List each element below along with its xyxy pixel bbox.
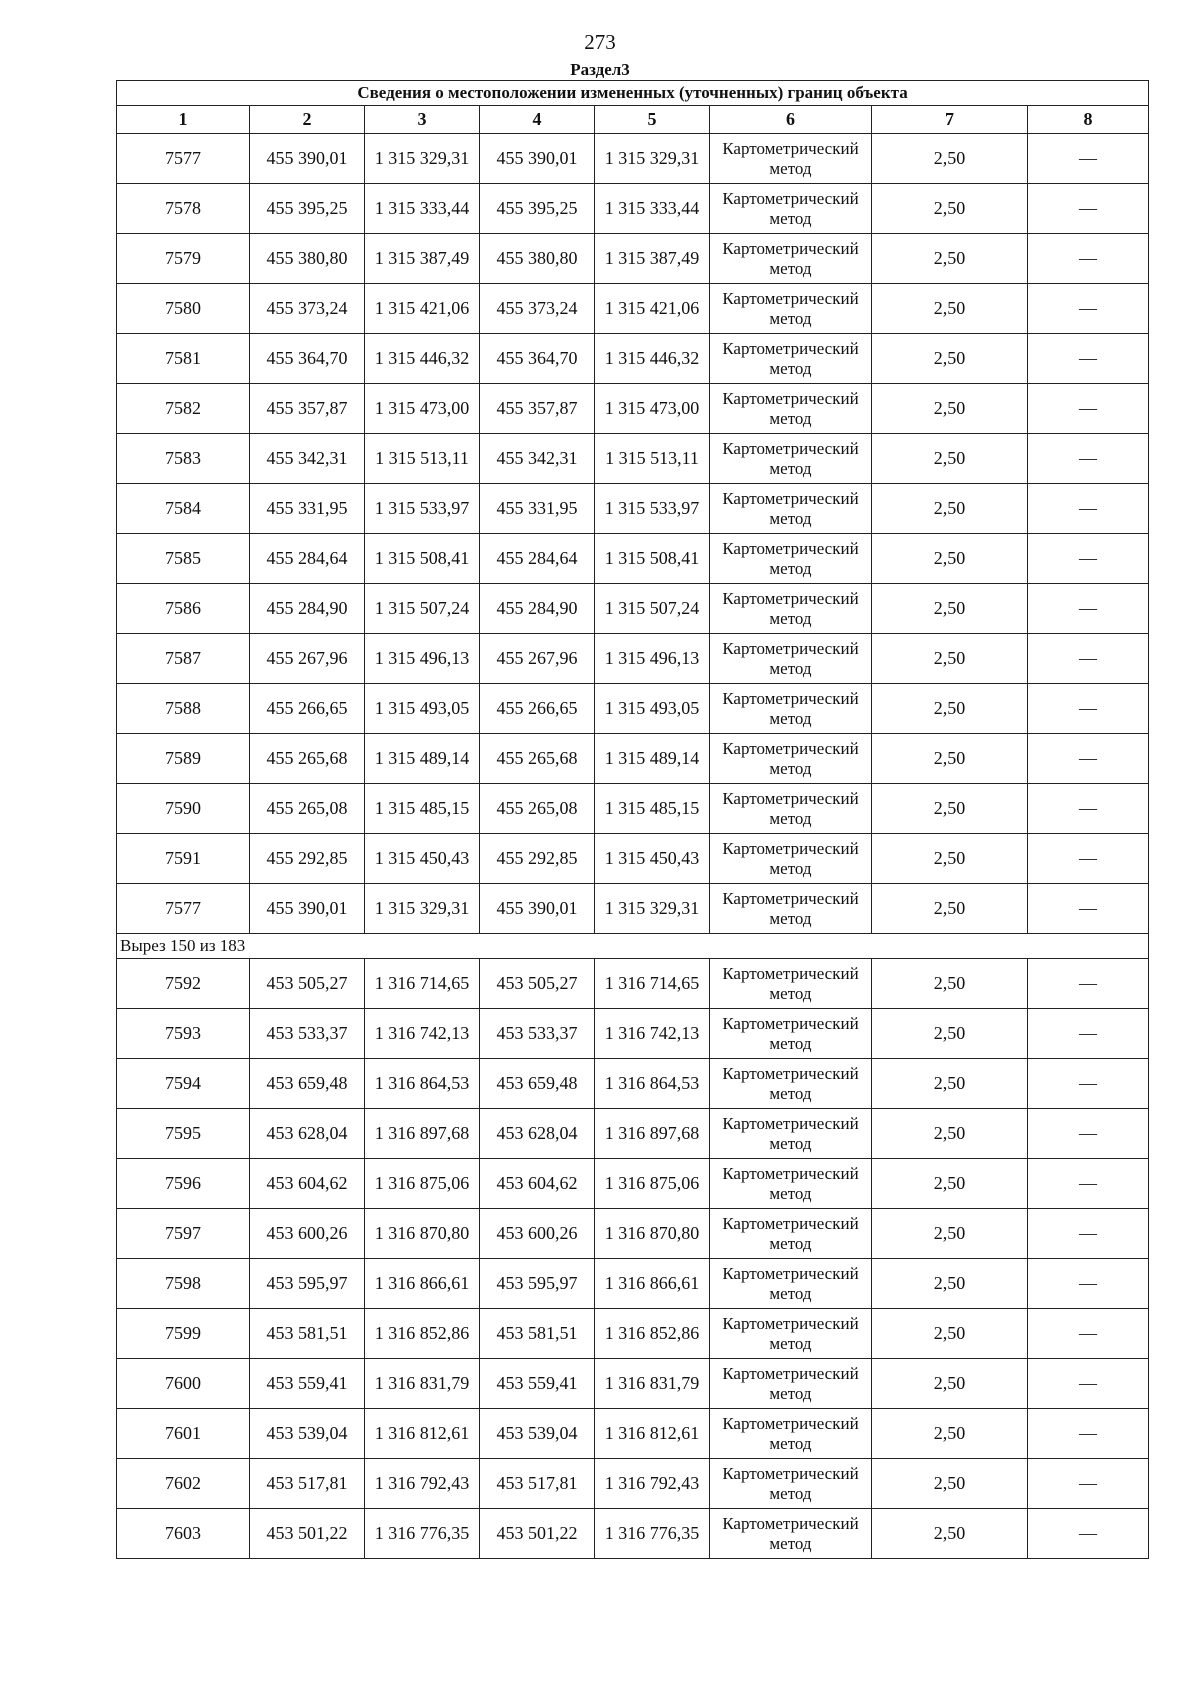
table-cell: 1 315 473,00 (595, 384, 710, 434)
table-cell: 2,50 (872, 734, 1028, 784)
table-row (117, 334, 1149, 384)
table-cell: 7598 (117, 1259, 250, 1309)
table-cell: 7577 (117, 884, 250, 934)
table-cell: Картометрический метод (710, 384, 872, 434)
table-cell: 1 315 533,97 (365, 484, 480, 534)
table-cell: 7594 (117, 1059, 250, 1109)
table-cell: 455 373,24 (250, 284, 365, 334)
table-cell: 2,50 (872, 1259, 1028, 1309)
table-cell: 455 357,87 (480, 384, 595, 434)
table-cell: 1 315 387,49 (365, 234, 480, 284)
table-cell: 453 501,22 (250, 1509, 365, 1559)
table-row (117, 384, 1149, 434)
table-row (117, 784, 1149, 834)
table-row (117, 1509, 1149, 1559)
table-cell: Картометрический метод (710, 684, 872, 734)
table-cell: 1 316 897,68 (365, 1109, 480, 1159)
table-cell: Картометрический метод (710, 584, 872, 634)
table-cell: 453 559,41 (250, 1359, 365, 1409)
table-cell: Картометрический метод (710, 1409, 872, 1459)
table-cell: 1 315 450,43 (365, 834, 480, 884)
table-cell: — (1028, 484, 1149, 534)
table-cell: 453 533,37 (480, 1009, 595, 1059)
table-cell: 2,50 (872, 334, 1028, 384)
table-cell: 1 316 875,06 (365, 1159, 480, 1209)
table-cell: 1 315 387,49 (595, 234, 710, 284)
table-cell: 1 316 870,80 (595, 1209, 710, 1259)
table-cell: Картометрический метод (710, 1159, 872, 1209)
table-cell: 2,50 (872, 134, 1028, 184)
table-cell: 2,50 (872, 959, 1028, 1009)
table-cell: 1 315 496,13 (595, 634, 710, 684)
table-cell: 2,50 (872, 784, 1028, 834)
table-cell: 7582 (117, 384, 250, 434)
table-row (117, 1309, 1149, 1359)
table-cell: 1 315 508,41 (595, 534, 710, 584)
table-cell: — (1028, 1209, 1149, 1259)
table-cell: 455 380,80 (480, 234, 595, 284)
section-title: Раздел3 (570, 60, 630, 79)
table-cell: 7588 (117, 684, 250, 734)
table-cell: — (1028, 1309, 1149, 1359)
table-row (117, 1409, 1149, 1459)
table-row (117, 1009, 1149, 1059)
table-cell: 2,50 (872, 634, 1028, 684)
table-row (117, 834, 1149, 884)
table-cell: 1 316 812,61 (595, 1409, 710, 1459)
table-cell: Картометрический метод (710, 184, 872, 234)
table-cell: 455 390,01 (480, 884, 595, 934)
table-cell: 455 265,68 (250, 734, 365, 784)
table-cell: 7587 (117, 634, 250, 684)
table-row (117, 1059, 1149, 1109)
table-cell: 1 315 329,31 (365, 884, 480, 934)
table-cell: 7577 (117, 134, 250, 184)
table-cell: 1 316 866,61 (595, 1259, 710, 1309)
table-cell: 1 316 831,79 (595, 1359, 710, 1409)
table-caption: Сведения о местоположении измененных (уточненных) границ объекта (117, 81, 1149, 106)
table-cell: 453 581,51 (250, 1309, 365, 1359)
table-cell: 2,50 (872, 1359, 1028, 1409)
table-cell: 1 315 333,44 (595, 184, 710, 234)
table-cell: 1 316 852,86 (365, 1309, 480, 1359)
table-cell: 453 533,37 (250, 1009, 365, 1059)
table-cell: 7586 (117, 584, 250, 634)
table-cell: 453 659,48 (480, 1059, 595, 1109)
column-header: 3 (365, 106, 480, 134)
table-cell: 1 315 421,06 (595, 284, 710, 334)
table-cell: 2,50 (872, 1159, 1028, 1209)
table-row (117, 1209, 1149, 1259)
table-cell: 7584 (117, 484, 250, 534)
table-cell: Картометрический метод (710, 634, 872, 684)
column-header: 1 (117, 106, 250, 134)
table-cell: 453 604,62 (250, 1159, 365, 1209)
table-row (117, 1259, 1149, 1309)
table-cell: — (1028, 1109, 1149, 1159)
table-cell: 1 316 812,61 (365, 1409, 480, 1459)
table-cell: 455 342,31 (480, 434, 595, 484)
table-cell: 453 517,81 (250, 1459, 365, 1509)
column-header: 5 (595, 106, 710, 134)
table-cell: — (1028, 1409, 1149, 1459)
table-cell: 453 517,81 (480, 1459, 595, 1509)
table-cell: — (1028, 1159, 1149, 1209)
table-cell: Картометрический метод (710, 884, 872, 934)
table-cell: 7595 (117, 1109, 250, 1159)
table-cell: 455 342,31 (250, 434, 365, 484)
table-cell: 7602 (117, 1459, 250, 1509)
table-cell: — (1028, 834, 1149, 884)
table-cell: — (1028, 334, 1149, 384)
table-cell: 455 267,96 (480, 634, 595, 684)
table-cell: 1 315 513,11 (365, 434, 480, 484)
table-cell: 1 315 333,44 (365, 184, 480, 234)
table-cell: 1 316 714,65 (595, 959, 710, 1009)
table-cell: 7593 (117, 1009, 250, 1059)
table-cell: 2,50 (872, 1409, 1028, 1459)
table-cell: Картометрический метод (710, 1459, 872, 1509)
table-row (117, 1459, 1149, 1509)
table-cell: 2,50 (872, 1209, 1028, 1259)
table-cell: 455 265,68 (480, 734, 595, 784)
table-cell: 453 539,04 (480, 1409, 595, 1459)
table-cell: 455 292,85 (480, 834, 595, 884)
table-cell: 7599 (117, 1309, 250, 1359)
column-header: 6 (710, 106, 872, 134)
table-cell: — (1028, 134, 1149, 184)
table-cell: 1 316 792,43 (365, 1459, 480, 1509)
table-cell: 455 284,64 (250, 534, 365, 584)
table-cell: Картометрический метод (710, 234, 872, 284)
table-row (117, 284, 1149, 334)
table-cell: 7601 (117, 1409, 250, 1459)
table-cell: 453 581,51 (480, 1309, 595, 1359)
table-row (117, 884, 1149, 934)
table-cell: 1 315 507,24 (595, 584, 710, 634)
table-cell: 453 539,04 (250, 1409, 365, 1459)
table-row (117, 484, 1149, 534)
table-row (117, 684, 1149, 734)
table-cell: Картометрический метод (710, 484, 872, 534)
table-cell: — (1028, 734, 1149, 784)
table-cell: 2,50 (872, 384, 1028, 434)
table-cell: 455 373,24 (480, 284, 595, 334)
table-cell: Картометрический метод (710, 334, 872, 384)
table-cell: Картометрический метод (710, 534, 872, 584)
table-cell: 1 316 831,79 (365, 1359, 480, 1409)
table-cell: 1 316 864,53 (365, 1059, 480, 1109)
table-cell: 455 331,95 (250, 484, 365, 534)
table-cell: 453 604,62 (480, 1159, 595, 1209)
table-cell: 453 559,41 (480, 1359, 595, 1409)
page-number: 273 (584, 30, 616, 54)
table-cell: Картометрический метод (710, 1509, 872, 1559)
table-cell: 2,50 (872, 484, 1028, 534)
table-row (117, 959, 1149, 1009)
table-cell: 1 316 866,61 (365, 1259, 480, 1309)
table-cell: 1 315 489,14 (365, 734, 480, 784)
table-cell: 7580 (117, 284, 250, 334)
table-cell: 2,50 (872, 234, 1028, 284)
table-cell: 453 595,97 (480, 1259, 595, 1309)
table-cell: 7591 (117, 834, 250, 884)
table-row (117, 234, 1149, 284)
table-row (117, 434, 1149, 484)
table-cell: Картометрический метод (710, 1009, 872, 1059)
table-cell: 7600 (117, 1359, 250, 1409)
table-row (117, 634, 1149, 684)
table-cell: 455 331,95 (480, 484, 595, 534)
table-cell: Картометрический метод (710, 1059, 872, 1109)
table-row (117, 1359, 1149, 1409)
table-cell: — (1028, 1359, 1149, 1409)
table-cell: 453 505,27 (250, 959, 365, 1009)
table-cell: 2,50 (872, 684, 1028, 734)
table-cell: — (1028, 234, 1149, 284)
table-cell: 7596 (117, 1159, 250, 1209)
table-cell: 1 315 493,05 (365, 684, 480, 734)
table-cell: 1 316 776,35 (365, 1509, 480, 1559)
table-cell: 7592 (117, 959, 250, 1009)
table-cell: 1 315 329,31 (365, 134, 480, 184)
table-cell: 2,50 (872, 534, 1028, 584)
table-cell: 1 315 329,31 (595, 134, 710, 184)
table-cell: 455 364,70 (250, 334, 365, 384)
table-cell: 7583 (117, 434, 250, 484)
table-cell: 1 315 485,15 (595, 784, 710, 834)
table-cell: Картометрический метод (710, 1359, 872, 1409)
table-cell: Картометрический метод (710, 1209, 872, 1259)
table-cell: 7603 (117, 1509, 250, 1559)
table-cell: — (1028, 384, 1149, 434)
table-cell: — (1028, 634, 1149, 684)
table-cell: Картометрический метод (710, 284, 872, 334)
table-cell: 1 316 852,86 (595, 1309, 710, 1359)
column-header: 2 (250, 106, 365, 134)
table-cell: — (1028, 1459, 1149, 1509)
table-row (117, 134, 1149, 184)
column-header: 8 (1028, 106, 1149, 134)
table-cell: — (1028, 284, 1149, 334)
table-cell: 455 267,96 (250, 634, 365, 684)
table-cell: 1 315 329,31 (595, 884, 710, 934)
table-cell: 7590 (117, 784, 250, 834)
table-row (117, 534, 1149, 584)
table-cell: 7597 (117, 1209, 250, 1259)
table-cell: 1 315 421,06 (365, 284, 480, 334)
table-cell: 1 315 496,13 (365, 634, 480, 684)
table-cell: 455 266,65 (250, 684, 365, 734)
table-cell: 455 265,08 (480, 784, 595, 834)
table-cell: 2,50 (872, 584, 1028, 634)
table-cell: 453 600,26 (250, 1209, 365, 1259)
table-cell: 2,50 (872, 1059, 1028, 1109)
table-cell: 455 284,90 (480, 584, 595, 634)
table-cell: Картометрический метод (710, 734, 872, 784)
table-cell: — (1028, 1509, 1149, 1559)
table-cell: 7589 (117, 734, 250, 784)
table-cell: 455 380,80 (250, 234, 365, 284)
table-cell: — (1028, 1259, 1149, 1309)
table-caption-row (117, 81, 1149, 106)
table-cell: 1 315 508,41 (365, 534, 480, 584)
table-cell: 455 266,65 (480, 684, 595, 734)
boundary-coordinates-table (116, 80, 1149, 1559)
table-cell: 1 316 776,35 (595, 1509, 710, 1559)
table-cell: 455 395,25 (480, 184, 595, 234)
table-cell: — (1028, 1059, 1149, 1109)
table-cell: 453 628,04 (480, 1109, 595, 1159)
table-cell: 2,50 (872, 1509, 1028, 1559)
table-cell: 7585 (117, 534, 250, 584)
table-cell: 2,50 (872, 834, 1028, 884)
table-cell: — (1028, 184, 1149, 234)
table-cell: 1 316 714,65 (365, 959, 480, 1009)
table-cell: 455 395,25 (250, 184, 365, 234)
table-cell: 1 316 742,13 (595, 1009, 710, 1059)
table-row (117, 184, 1149, 234)
table-cell: Картометрический метод (710, 959, 872, 1009)
table-cell: 1 316 875,06 (595, 1159, 710, 1209)
table-cell: — (1028, 434, 1149, 484)
table-cell: Картометрический метод (710, 434, 872, 484)
table-cell: 1 315 507,24 (365, 584, 480, 634)
table-cell: 1 316 870,80 (365, 1209, 480, 1259)
table-cell: 1 315 446,32 (595, 334, 710, 384)
table-cell: 455 357,87 (250, 384, 365, 434)
table-cell: 7578 (117, 184, 250, 234)
table-cell: 453 505,27 (480, 959, 595, 1009)
table-cell: 1 315 489,14 (595, 734, 710, 784)
table-cell: — (1028, 959, 1149, 1009)
table-cell: 455 284,90 (250, 584, 365, 634)
table-cell: 455 265,08 (250, 784, 365, 834)
table-cell: 2,50 (872, 284, 1028, 334)
table-cell: 453 659,48 (250, 1059, 365, 1109)
table-cell: Картометрический метод (710, 834, 872, 884)
table-cell: 2,50 (872, 1459, 1028, 1509)
table-cell: 1 315 450,43 (595, 834, 710, 884)
table-row (117, 584, 1149, 634)
table-cell: 1 315 493,05 (595, 684, 710, 734)
table-cell: 455 390,01 (250, 134, 365, 184)
table-cell: Картометрический метод (710, 784, 872, 834)
table-cell: Картометрический метод (710, 1259, 872, 1309)
table-cell: 1 316 792,43 (595, 1459, 710, 1509)
table-cell: 453 595,97 (250, 1259, 365, 1309)
cutout-separator-row (117, 934, 1149, 959)
table-cell: Картометрический метод (710, 1309, 872, 1359)
table-row (117, 1159, 1149, 1209)
table-cell: 2,50 (872, 1009, 1028, 1059)
column-header: 4 (480, 106, 595, 134)
column-header: 7 (872, 106, 1028, 134)
table-cell: 1 316 864,53 (595, 1059, 710, 1109)
table-cell: 2,50 (872, 1309, 1028, 1359)
table-cell: 1 315 533,97 (595, 484, 710, 534)
table-cell: 1 316 742,13 (365, 1009, 480, 1059)
table-cell: 455 390,01 (480, 134, 595, 184)
table-cell: Картометрический метод (710, 134, 872, 184)
table-cell: — (1028, 784, 1149, 834)
table-cell: — (1028, 1009, 1149, 1059)
table-cell: 2,50 (872, 184, 1028, 234)
table-cell: 1 315 446,32 (365, 334, 480, 384)
table-cell: 7581 (117, 334, 250, 384)
table-body (117, 134, 1149, 1559)
table-cell: — (1028, 534, 1149, 584)
table-cell: — (1028, 684, 1149, 734)
cutout-label: Вырез 150 из 183 (117, 934, 1149, 959)
table-cell: 1 315 513,11 (595, 434, 710, 484)
table-cell: — (1028, 584, 1149, 634)
table-cell: 453 628,04 (250, 1109, 365, 1159)
table-cell: 7579 (117, 234, 250, 284)
table-cell: 2,50 (872, 1109, 1028, 1159)
table-cell: 2,50 (872, 434, 1028, 484)
table-cell: 453 600,26 (480, 1209, 595, 1259)
table-cell: 1 315 473,00 (365, 384, 480, 434)
table-cell: 2,50 (872, 884, 1028, 934)
table-cell: 455 390,01 (250, 884, 365, 934)
table-cell: Картометрический метод (710, 1109, 872, 1159)
table-cell: 1 315 485,15 (365, 784, 480, 834)
column-header-row (117, 106, 1149, 134)
table-cell: 455 292,85 (250, 834, 365, 884)
table-cell: 455 364,70 (480, 334, 595, 384)
table-row (117, 734, 1149, 784)
table-cell: — (1028, 884, 1149, 934)
table-cell: 453 501,22 (480, 1509, 595, 1559)
table-cell: 1 316 897,68 (595, 1109, 710, 1159)
table-row (117, 1109, 1149, 1159)
table-cell: 455 284,64 (480, 534, 595, 584)
